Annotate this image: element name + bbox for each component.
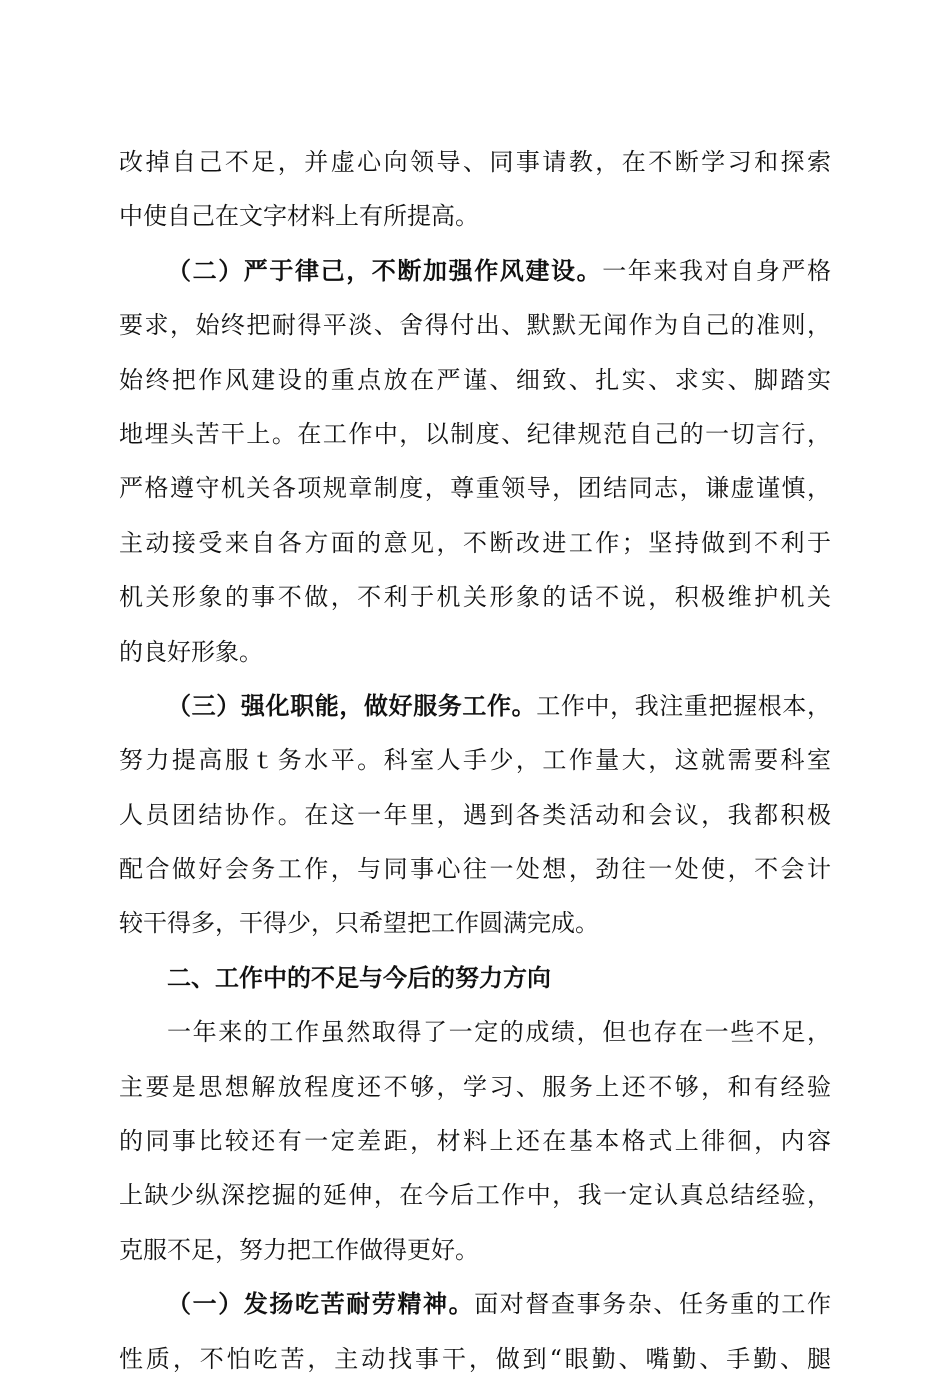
text-line: 人员团结协作。在这一年里，遇到各类活动和会议，我都积极 bbox=[119, 800, 831, 829]
text-line: 要求，始终把耐得平淡、舍得付出、默默无闻作为自己的准则， bbox=[119, 311, 831, 340]
paragraph-heading: （二）严于律己，不断加强作风建设。 bbox=[167, 255, 603, 285]
paragraph-heading: （三）强化职能，做好服务工作。 bbox=[167, 690, 537, 720]
text-line: 配合做好会务工作，与同事心往一处想，劲往一处使，不会计 bbox=[119, 855, 831, 884]
text-line: 的良好形象。 bbox=[119, 637, 263, 666]
text-line: 始终把作风建设的重点放在严谨、细致、扎实、求实、脚踏实 bbox=[119, 365, 831, 394]
paragraph-heading-line bbox=[119, 244, 831, 298]
text-line: 的同事比较还有一定差距，材料上还在基本格式上徘徊，内容 bbox=[119, 1127, 831, 1156]
text-line: 机关形象的事不做，不利于机关形象的话不说，积极维护机关 bbox=[119, 583, 831, 612]
document-body bbox=[119, 135, 831, 1386]
text-line: 主动接受来自各方面的意见，不断改进工作；坚持做到不利于 bbox=[119, 528, 831, 557]
section-title: 二、工作中的不足与今后的努力方向 bbox=[167, 963, 551, 992]
paragraph-text: 一年来我对自身严格 bbox=[602, 256, 832, 285]
text-line: 中使自己在文字材料上有所提高。 bbox=[119, 202, 479, 231]
text-line: 严格遵守机关各项规章制度，尊重领导，团结同志，谦虚谨慎， bbox=[119, 474, 831, 503]
text-line: 上缺少纵深挖掘的延伸，在今后工作中，我一定认真总结经验， bbox=[119, 1181, 831, 1210]
paragraph-heading: （一）发扬吃苦耐劳精神。 bbox=[167, 1289, 475, 1319]
text-line: 改掉自己不足，并虚心向领导、同事请教，在不断学习和探索 bbox=[119, 148, 831, 176]
text-line: 性质，不怕吃苦，主动找事干，做到“眼勤、嘴勤、手勤、腿 bbox=[119, 1344, 831, 1373]
paragraph-heading-line bbox=[119, 679, 831, 733]
text-line: 主要是思想解放程度还不够，学习、服务上还不够，和有经验 bbox=[119, 1072, 831, 1101]
text-line: 地埋头苦干上。在工作中，以制度、纪律规范自己的一切言行， bbox=[119, 419, 831, 448]
paragraph-text: 工作中，我注重把握根本， bbox=[536, 691, 832, 720]
text-line: 努力提高服ｔ务水平。科室人手少，工作量大，这就需要科室 bbox=[119, 746, 831, 775]
text-line: 较干得多，干得少，只希望把工作圆满完成。 bbox=[119, 909, 599, 938]
paragraph-text: 面对督查事务杂、任务重的工作 bbox=[474, 1290, 832, 1319]
paragraph-heading-line bbox=[119, 1277, 831, 1331]
text-line: 克服不足，努力把工作做得更好。 bbox=[119, 1235, 479, 1264]
text-line: 一年来的工作虽然取得了一定的成绩，但也存在一些不足， bbox=[167, 1018, 831, 1047]
